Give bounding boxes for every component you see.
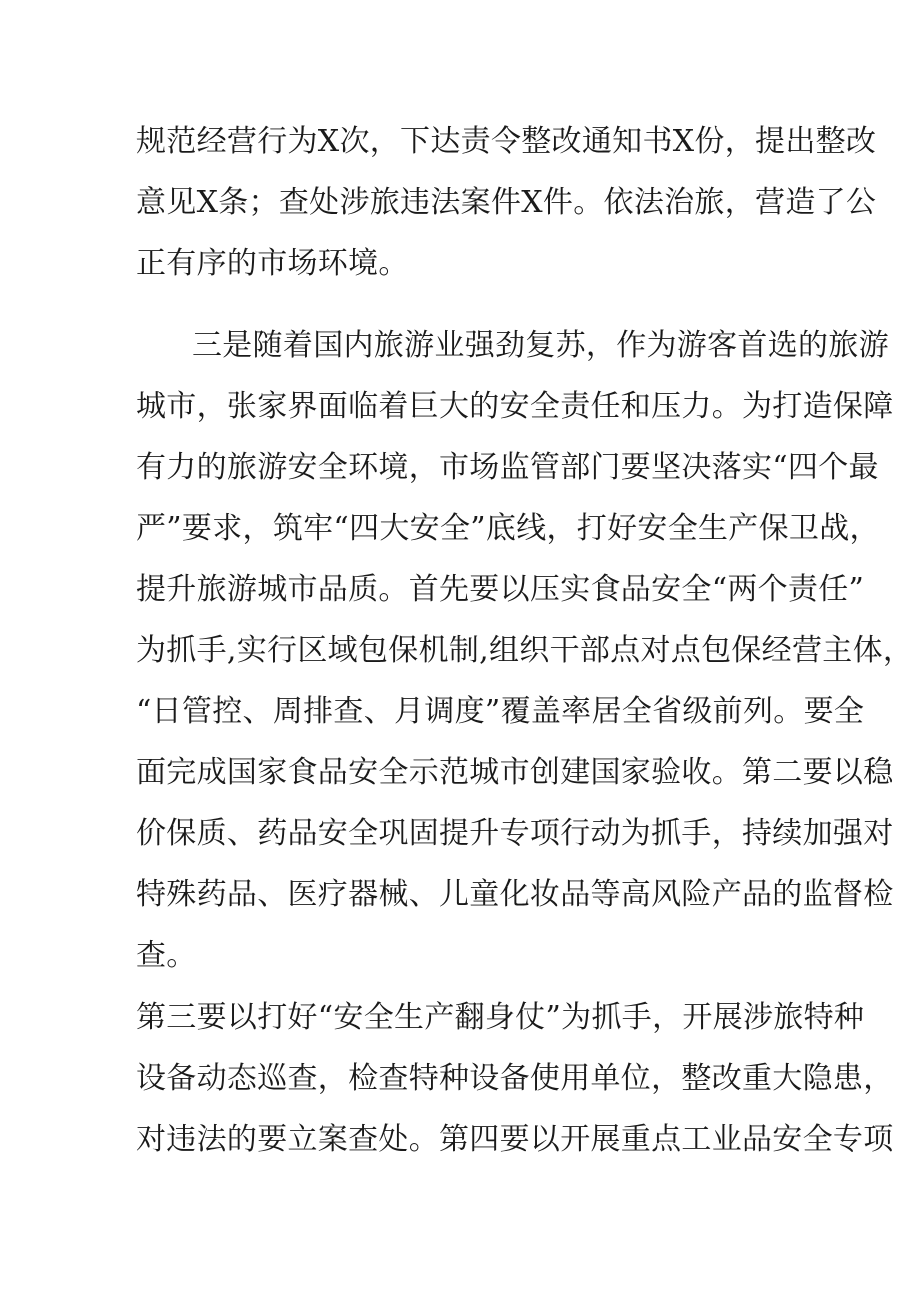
text-line: 正有序的市场环境。 (136, 246, 409, 281)
text-line: 城市，张家界面临着巨大的安全责任和压力。为打造保障 (136, 389, 894, 424)
text-line: 为抓手,实行区域包保机制,组织干部点对点包保经营主体， (136, 633, 914, 668)
text-line: 第三要以打好“安全生产翻身仗”为抓手，开展涉旅特种 (136, 1000, 865, 1035)
text-line: 对违法的要立案查处。第四要以开展重点工业品安全专项 (136, 1122, 894, 1157)
text-line: 面完成国家食品安全示范城市创建国家验收。第二要以稳 (136, 755, 894, 790)
text-line: “日管控、周排查、月调度”覆盖率居全省级前列。要全 (136, 694, 865, 729)
text-line: 价保质、药品安全巩固提升专项行动为抓手，持续加强对 (136, 816, 894, 851)
text-line: 严”要求，筑牢“四大安全”底线，打好安全生产保卫战， (136, 511, 880, 546)
text-line: 三是随着国内旅游业强劲复苏，作为游客首选的旅游 (192, 328, 889, 363)
text-line: 规范经营行为X次，下达责令整改通知书X份，提出整改 (136, 124, 877, 159)
text-line: 提升旅游城市品质。首先要以压实食品安全“两个责任” (136, 572, 865, 607)
text-line: 查。 (136, 938, 197, 973)
text-line: 设备动态巡查，检查特种设备使用单位，整改重大隐患， (136, 1061, 894, 1096)
text-line: 有力的旅游安全环境，市场监管部门要坚决落实“四个最 (136, 450, 879, 485)
text-line: 特殊药品、医疗器械、儿童化妆品等高风险产品的监督检 (136, 877, 894, 912)
text-line: 意见X条；查处涉旅违法案件X件。依法治旅，营造了公 (136, 185, 877, 220)
